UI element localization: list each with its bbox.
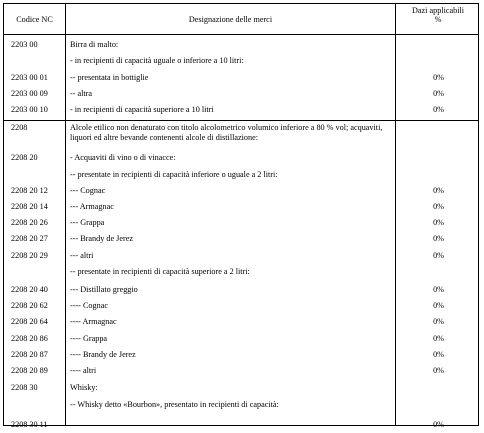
row-code: 2208 20 (11, 153, 38, 162)
row-description: Whisky: (70, 383, 98, 392)
row-code: 2208 20 26 (11, 218, 48, 227)
tariff-table (3, 3, 479, 429)
row-duty: 0% (433, 334, 444, 343)
row-description: - Acquaviti di vino o di vinacce: (70, 153, 176, 162)
row-description: --- Brandy de Jerez (70, 234, 133, 243)
row-description: -- presentata in bottiglie (70, 73, 149, 82)
row-duty: 0% (433, 73, 444, 82)
row-code: 2208 20 62 (11, 301, 48, 310)
row-code: 2208 30 11 (11, 420, 48, 429)
row-description: -- altra (70, 89, 93, 98)
row-duty: 0% (433, 251, 444, 260)
row-code: 2203 00 10 (11, 105, 48, 114)
row-description: - in recipienti di capacità uguale o inferiore a 10 litri: (70, 56, 244, 65)
row-code: 2203 00 09 (11, 89, 48, 98)
column-divider (65, 4, 66, 425)
row-description: --- Grappa (70, 218, 105, 227)
row-description: -- Whisky detto «Bourbon», presentato in recipienti di capacità: (70, 400, 279, 409)
row-code: 2208 20 12 (11, 186, 48, 195)
column-divider (395, 4, 396, 425)
row-description: ---- Grappa (70, 334, 108, 343)
row-code: 2203 00 01 (11, 73, 48, 82)
header-duty-unit: % (434, 15, 442, 24)
row-duty: 0% (433, 202, 444, 211)
row-code: 2208 20 87 (11, 350, 48, 359)
row-duty: 0% (433, 317, 444, 326)
row-duty: 0% (433, 420, 444, 429)
row-duty: 0% (433, 301, 444, 310)
row-description: ---- Brandy de Jerez (70, 350, 136, 359)
row-description: ---- Cognac (70, 301, 108, 310)
row-code: 2208 20 86 (11, 334, 48, 343)
header-description: Designazione delle merci (188, 15, 273, 24)
row-duty: 0% (433, 234, 444, 243)
section-rule (4, 120, 478, 121)
row-duty: 0% (433, 285, 444, 294)
row-description: ---- Armagnac (70, 317, 117, 326)
row-description: --- Cognac (70, 186, 106, 195)
row-code: 2208 20 27 (11, 234, 48, 243)
row-duty: 0% (433, 350, 444, 359)
row-code: 2208 20 64 (11, 317, 48, 326)
row-code: 2203 00 (11, 40, 38, 49)
row-description: ---- altri (70, 366, 97, 375)
row-description: --- Distillato greggio (70, 285, 138, 294)
row-description: -- presentate in recipienti di capacità inferiore o uguale a 2 litri: (70, 170, 278, 179)
row-code: 2208 30 (11, 383, 38, 392)
header-code: Codice NC (16, 15, 53, 24)
row-description: Birra di malto: (70, 40, 119, 49)
row-code: 2208 (11, 123, 28, 132)
row-duty: 0% (433, 105, 444, 114)
row-description: -- presentate in recipienti di capacità superiore a 2 litri: (70, 267, 250, 276)
row-code: 2208 20 89 (11, 366, 48, 375)
row-description: --- Armagnac (70, 202, 114, 211)
row-duty: 0% (433, 366, 444, 375)
header-rule (4, 34, 478, 35)
row-code: 2208 20 40 (11, 285, 48, 294)
row-code: 2208 20 14 (11, 202, 48, 211)
row-description: Alcole etilico non denaturato con titolo alcolometrico volumico inferiore a 80 % vol; acquaviti, liquori ed altre bevande contenenti alcole di distillazione: (70, 123, 383, 142)
row-duty: 0% (433, 89, 444, 98)
row-code: 2208 20 29 (11, 251, 48, 260)
row-duty: 0% (433, 186, 444, 195)
row-duty: 0% (433, 218, 444, 227)
row-description: --- altri (70, 251, 94, 260)
header-duty-label: Dazi applicabili (411, 6, 465, 15)
row-description: - in recipienti di capacità superiore a 10 litri (70, 105, 214, 114)
